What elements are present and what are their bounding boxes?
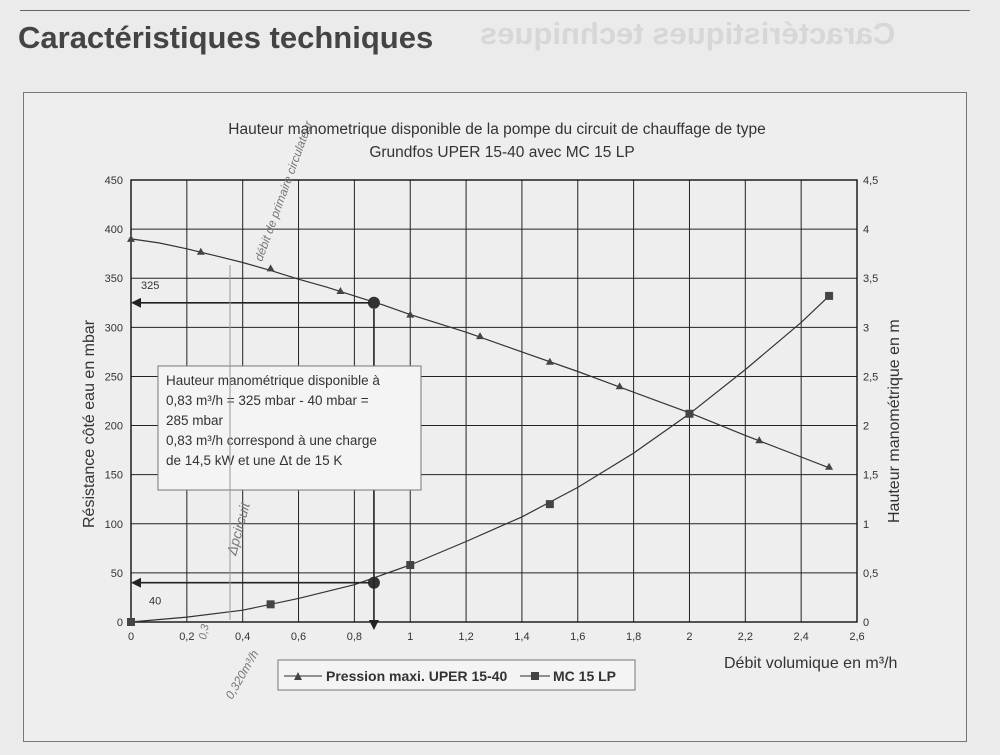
handwritten-middle: Δpcircuit — [223, 500, 253, 557]
y2-tick-label: 2 — [863, 420, 870, 433]
y-tick-label: 50 — [110, 567, 123, 580]
y-tick-label: 450 — [104, 175, 123, 187]
x-tick-label: 0,2 — [179, 631, 195, 643]
x-tick-label: 2,4 — [793, 631, 809, 643]
x-tick-label: 1,6 — [570, 631, 586, 643]
x-tick-label: 0 — [127, 631, 135, 643]
y-tick-label: 0 — [116, 617, 123, 629]
y2-tick-label: 3 — [863, 322, 870, 335]
series-2-point — [546, 500, 554, 508]
annotation-line-1: Hauteur manométrique disponible à — [166, 373, 380, 388]
y-axis-label: Résistance côté eau en mbar — [81, 319, 98, 528]
legend — [278, 660, 635, 690]
y2-tick-label: 4,5 — [863, 175, 879, 187]
x-axis-label: Débit volumique en m³/h — [724, 655, 898, 672]
x-tick-label: 1,4 — [514, 631, 530, 643]
x-tick-labels — [128, 631, 865, 643]
y2-tick-label: 0,5 — [863, 567, 879, 580]
y2-tick-label: 1 — [863, 518, 870, 531]
x-tick-label: 2 — [686, 631, 693, 643]
y-tick-label: 400 — [104, 224, 123, 237]
series-2-point — [127, 618, 135, 626]
handwritten-top: débit de primaire circulateur — [251, 119, 316, 264]
y2-tick-label: 0 — [863, 617, 870, 629]
y2-tick-labels — [863, 175, 878, 629]
ghost-heading-watermark: Caractéristiques techniques — [480, 16, 896, 51]
x-tick-label: 1 — [407, 631, 414, 643]
series-1-point — [267, 264, 275, 271]
x-tick-label: 2,6 — [849, 631, 865, 643]
x-tick-label: 1,8 — [625, 631, 642, 643]
annotation-line-3: 285 mbar — [166, 413, 224, 428]
annotation-line-5: de 14,5 kW et une Δt de 15 K — [166, 453, 343, 468]
y-tick-label: 300 — [104, 322, 123, 335]
y2-tick-label: 3,5 — [863, 273, 879, 286]
y2-axis-label: Hauteur manométrique en m — [886, 319, 903, 523]
y-tick-label: 100 — [104, 518, 123, 531]
y-tick-label: 350 — [104, 273, 123, 286]
chart-title-line1: Hauteur manometrique disponible de la pompe du circuit de chauffage de type — [228, 121, 766, 138]
series-2-point — [267, 600, 275, 608]
y2-tick-label: 1,5 — [863, 469, 879, 482]
series-1-point — [127, 235, 135, 242]
x-tick-label: 2,2 — [737, 631, 753, 643]
series-2-point — [685, 410, 693, 418]
y2-tick-label: 2,5 — [863, 371, 879, 384]
legend-series-2: MC 15 LP — [553, 668, 617, 684]
series-2-point — [406, 561, 414, 569]
series-2-point — [825, 292, 833, 300]
annotation-box — [158, 366, 421, 490]
x-tick-label: 1,2 — [458, 631, 474, 643]
y-tick-label: 250 — [104, 371, 123, 384]
operating-label-lower: 40 — [149, 595, 162, 608]
x-tick-label: 0,6 — [290, 631, 307, 643]
x-tick-label: 0,4 — [235, 631, 251, 643]
chart-title-line2: Grundfos UPER 15-40 avec MC 15 LP — [369, 144, 635, 161]
annotation-line-4: 0,83 m³/h correspond à une charge — [166, 433, 377, 448]
handwritten-bottom: 0,320m³/h — [222, 647, 262, 702]
y-tick-labels — [105, 175, 123, 629]
annotation-line-2: 0,83 m³/h = 325 mbar - 40 mbar = — [166, 393, 369, 408]
y-tick-label: 150 — [104, 469, 123, 482]
page-title: Caractéristiques techniques — [18, 20, 434, 55]
y2-tick-label: 4 — [863, 224, 870, 237]
legend-square-marker — [531, 672, 539, 680]
x-tick-label: 0,8 — [346, 631, 363, 643]
handwritten-marks: 0,3 — [197, 623, 212, 641]
operating-label-upper: 325 — [141, 279, 160, 292]
legend-series-1: Pression maxi. UPER 15-40 — [326, 668, 508, 684]
y-tick-label: 200 — [104, 420, 123, 433]
